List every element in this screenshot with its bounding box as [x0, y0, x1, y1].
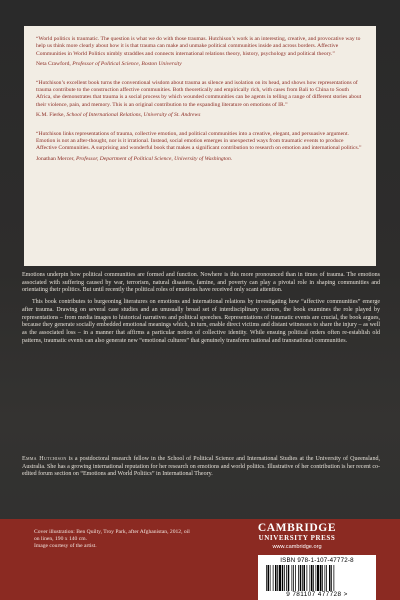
isbn-digits-text: 9 781107 477728 — [286, 591, 342, 598]
book-description — [22, 272, 380, 345]
barcode-bar — [292, 565, 293, 591]
barcode-bar — [288, 565, 290, 591]
barcode-bar — [310, 565, 311, 591]
isbn-digits — [262, 591, 372, 598]
endorsement-quote-1: “World politics is traumatic. The question is what we do with those traumas. Hutchison’s work is an interesting, creative, and provocative way to help us think more clearly about how it is that trauma can make and unmake political communities inside and across borders. Affective Communities in World Politics nimbly straddles and connects international relations theory, history, psychology and political theory.” — [36, 36, 361, 57]
cover-credit — [34, 529, 194, 550]
barcode-bar — [298, 565, 299, 591]
endorsement-attribution-2 — [36, 112, 364, 119]
description-paragraph-2: This book contributes to burgeoning literatures on emotions and international relations by investigating how “affective communities” emerge after trauma. Drawing on several case studies and an unusually broad set of interdisciplinary sources, the book examines the role played by representations – from media images to historical narratives and political speeches. Representations of traumatic events are crucial, the book argues, because they generate socially embedded emotional meanings which, in turn, enable direct victims and distant witnesses to share the injury – as well as the associated loss – in a manner that affirms a particular notion of collective identity. While ensuing political orders often re-establish old patterns, traumatic events can also generate new “emotional cultures” that genuinely transform national and transnational communities. — [22, 299, 380, 344]
barcode-bar — [284, 565, 285, 591]
barcode-bar — [313, 565, 314, 591]
barcode-bar — [266, 565, 267, 591]
barcode-bar — [282, 565, 284, 591]
publisher-subtitle: UNIVERSITY PRESS — [258, 534, 336, 542]
barcode-bar — [295, 565, 296, 591]
barcode-bars — [262, 565, 372, 591]
cover-credit-line-1: Cover illustration: Ben Quilty, Troy Park, after Afghanistan, 2012, oil on linen, 190 x 140 cm. — [34, 529, 190, 542]
author-name: Emma Hutchison — [22, 456, 67, 462]
barcode-bar — [270, 565, 271, 591]
endorsement-author-1: Neta Crawford, — [36, 61, 71, 68]
barcode-bar — [277, 565, 278, 591]
publisher-name: CAMBRIDGE — [257, 522, 337, 534]
endorsement-affiliation-1: Professor of Political Science, Boston University — [72, 61, 182, 68]
barcode-bar — [307, 565, 308, 591]
barcode-bar — [304, 565, 306, 591]
barcode-bar — [279, 565, 281, 591]
endorsement-author-2: K.M. Fierke, — [36, 112, 65, 119]
barcode-bar — [311, 565, 313, 591]
publisher-logo — [222, 522, 372, 551]
author-bio-text: is a postdoctoral research fellow in the School of Political Science and International Studies at the University of Queensland, Australia. She has a growing international reputation for her research on emotions and world politics. Illustrative of her contribution is her recent co-edited forum section on “Emotions and World Politics” in International Theory. — [22, 456, 380, 478]
endorsement-attribution-3 — [36, 156, 364, 163]
cover-credit-line-2: Image courtesy of the artist. — [34, 543, 97, 549]
barcode — [258, 555, 376, 600]
barcode-bar — [329, 565, 331, 591]
barcode-bar — [273, 565, 274, 591]
publisher-url: www.cambridge.org — [272, 544, 322, 550]
barcode-bar — [317, 565, 319, 591]
description-paragraph-1: Emotions underpin how political communities are formed and function. Nowhere is this more pronounced than in times of trauma. The emotions associated with suffering caused by war, terrorism, natural disasters, famine, and poverty can play a pivotal role in shaping communities and orientating their politics. But until recently the political roles of emotions have received only scant attention. — [22, 272, 380, 294]
isbn-addon-mark: > — [343, 591, 348, 598]
endorsement-author-3: Jonathan Mercer, — [36, 155, 75, 162]
endorsement-attribution-1 — [36, 61, 364, 68]
endorsement-affiliation-3: Professor, Department of Political Science, University of Washington. — [76, 155, 233, 162]
barcode-bar — [322, 565, 323, 591]
barcode-bar — [316, 565, 317, 591]
author-bio — [22, 456, 380, 479]
barcode-bar — [334, 565, 335, 591]
barcode-bar — [325, 565, 326, 591]
barcode-bar — [268, 565, 270, 591]
endorsement-quote-3: “Hutchison links representations of trauma, collective emotion, and political communities into a creative, elegant, and persuasive argument. Emotion is not an after-thought, nor is it irrational. Instead, social emotion emerges in unexpected ways from traumatic events to produce Affective Communities. A surprising and wonderful book that makes a significant contribution to research on emotion and international politics.” — [36, 130, 362, 152]
barcode-bar — [286, 565, 287, 591]
barcode-bar — [326, 565, 327, 591]
barcode-bar — [302, 565, 303, 591]
barcode-bar — [331, 565, 332, 591]
endorsements-panel — [24, 26, 376, 266]
barcode-bar — [275, 565, 277, 591]
isbn-label: ISBN 978-1-107-47772-8 — [280, 557, 354, 564]
barcode-bar — [300, 565, 302, 591]
barcode-bar — [293, 565, 294, 591]
endorsement-affiliation-2: School of International Relations, University of St. Andrews — [66, 112, 201, 119]
barcode-bar — [320, 565, 322, 591]
endorsement-quote-2: “Hutchison’s excellent book turns the conventional wisdom about trauma as silence and isolation on its head, and shows how representations of trauma contribute to the construction affective communities. Both theoretically and empirically rich, with cases from Bali to China to South Africa, she demonstrates that trauma is a social process by which wounded communities can be agents in telling a range of different stories about their violence, pain, and memory. This is an original contribution to the expanding literature on emotions of IR.” — [36, 79, 362, 108]
